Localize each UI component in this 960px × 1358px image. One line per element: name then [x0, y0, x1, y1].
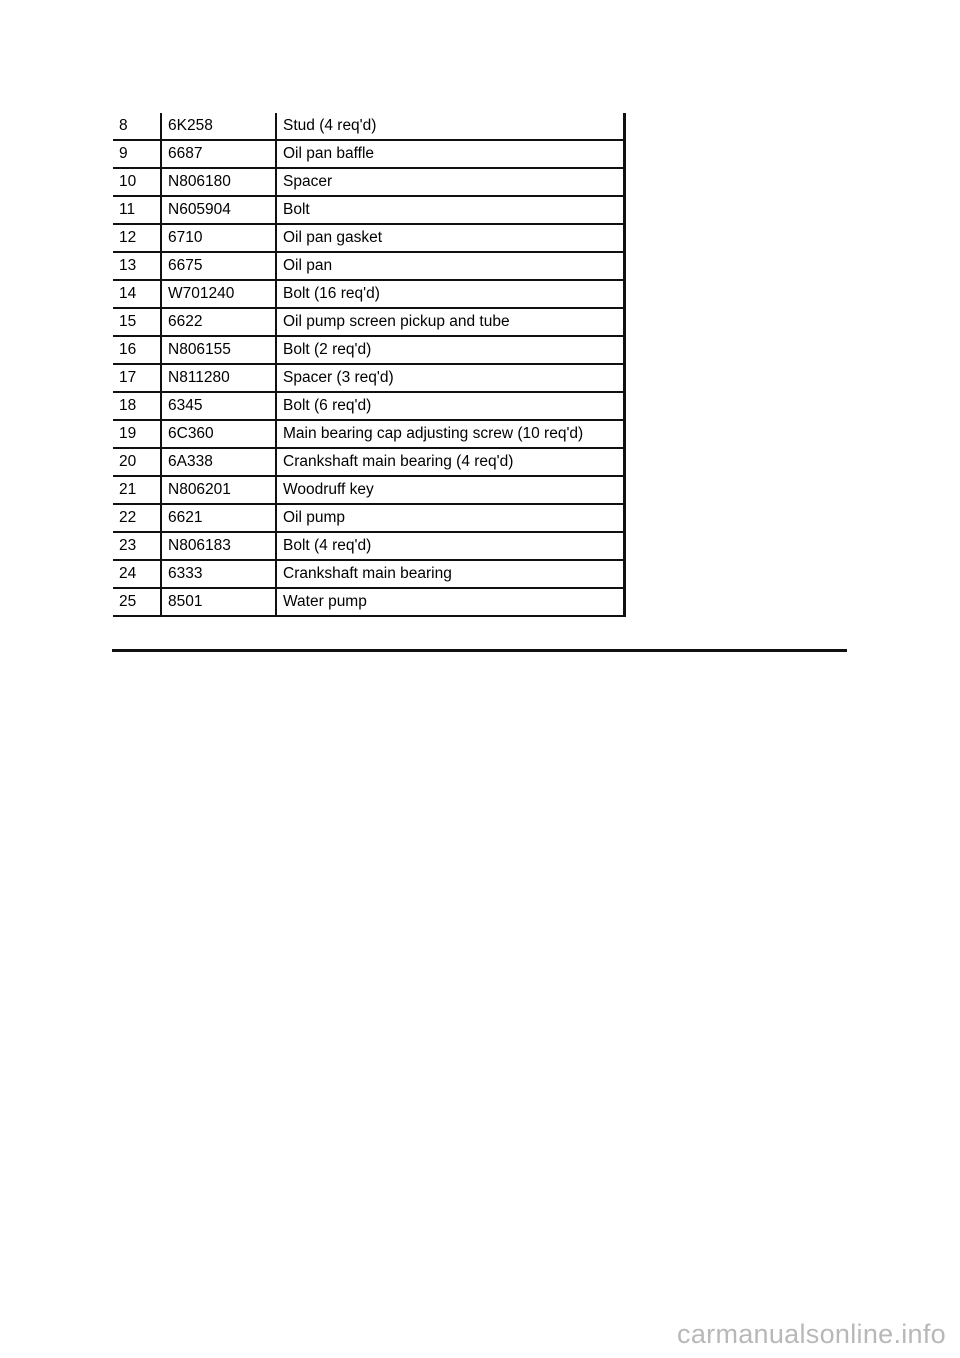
table-row — [113, 140, 625, 168]
table-row — [113, 420, 625, 448]
part-number-cell: 6K258 — [161, 113, 276, 140]
part-number-cell: 6C360 — [161, 420, 276, 448]
item-number-cell: 8 — [113, 113, 161, 140]
description-cell: Spacer — [276, 168, 625, 196]
table-row — [113, 448, 625, 476]
description-cell: Oil pan gasket — [276, 224, 625, 252]
table-row — [113, 588, 625, 616]
item-number-cell: 18 — [113, 392, 161, 420]
item-number-cell: 23 — [113, 532, 161, 560]
item-number-cell: 17 — [113, 364, 161, 392]
item-number-cell: 24 — [113, 560, 161, 588]
item-number-cell: 15 — [113, 308, 161, 336]
part-number-cell: 6710 — [161, 224, 276, 252]
description-cell: Crankshaft main bearing — [276, 560, 625, 588]
description-cell: Water pump — [276, 588, 625, 616]
description-cell: Oil pan — [276, 252, 625, 280]
item-number-cell: 11 — [113, 196, 161, 224]
item-number-cell: 12 — [113, 224, 161, 252]
table-row — [113, 113, 625, 140]
part-number-cell: 6687 — [161, 140, 276, 168]
description-cell: Stud (4 req'd) — [276, 113, 625, 140]
part-number-cell: W701240 — [161, 280, 276, 308]
part-number-cell: N806183 — [161, 532, 276, 560]
part-number-cell: 6A338 — [161, 448, 276, 476]
table-row — [113, 280, 625, 308]
part-number-cell: N806201 — [161, 476, 276, 504]
table-row — [113, 504, 625, 532]
table-row — [113, 336, 625, 364]
description-cell: Main bearing cap adjusting screw (10 req'd) — [276, 420, 625, 448]
table-row — [113, 560, 625, 588]
part-number-cell: 6675 — [161, 252, 276, 280]
part-number-cell: 6622 — [161, 308, 276, 336]
part-number-cell: N811280 — [161, 364, 276, 392]
item-number-cell: 20 — [113, 448, 161, 476]
description-cell: Oil pan baffle — [276, 140, 625, 168]
description-cell: Bolt (16 req'd) — [276, 280, 625, 308]
item-number-cell: 16 — [113, 336, 161, 364]
parts-table — [113, 113, 626, 617]
description-cell: Oil pump — [276, 504, 625, 532]
item-number-cell: 13 — [113, 252, 161, 280]
item-number-cell: 22 — [113, 504, 161, 532]
description-cell: Bolt (2 req'd) — [276, 336, 625, 364]
description-cell: Bolt (4 req'd) — [276, 532, 625, 560]
part-number-cell: 6345 — [161, 392, 276, 420]
description-cell: Woodruff key — [276, 476, 625, 504]
description-cell: Bolt (6 req'd) — [276, 392, 625, 420]
table-row — [113, 364, 625, 392]
part-number-cell: 6333 — [161, 560, 276, 588]
description-cell: Bolt — [276, 196, 625, 224]
table-row — [113, 196, 625, 224]
table-row — [113, 476, 625, 504]
description-cell: Crankshaft main bearing (4 req'd) — [276, 448, 625, 476]
table-row — [113, 224, 625, 252]
table-row — [113, 532, 625, 560]
table-row — [113, 252, 625, 280]
description-cell: Spacer (3 req'd) — [276, 364, 625, 392]
table-row — [113, 168, 625, 196]
table-row — [113, 308, 625, 336]
section-divider — [112, 649, 847, 652]
part-number-cell: N605904 — [161, 196, 276, 224]
part-number-cell: N806180 — [161, 168, 276, 196]
footer-watermark: carmanualsonline.info — [677, 1319, 946, 1349]
item-number-cell: 19 — [113, 420, 161, 448]
part-number-cell: 6621 — [161, 504, 276, 532]
part-number-cell: N806155 — [161, 336, 276, 364]
item-number-cell: 14 — [113, 280, 161, 308]
item-number-cell: 10 — [113, 168, 161, 196]
item-number-cell: 25 — [113, 588, 161, 616]
item-number-cell: 21 — [113, 476, 161, 504]
parts-table-body — [113, 113, 625, 616]
description-cell: Oil pump screen pickup and tube — [276, 308, 625, 336]
item-number-cell: 9 — [113, 140, 161, 168]
table-row — [113, 392, 625, 420]
part-number-cell: 8501 — [161, 588, 276, 616]
